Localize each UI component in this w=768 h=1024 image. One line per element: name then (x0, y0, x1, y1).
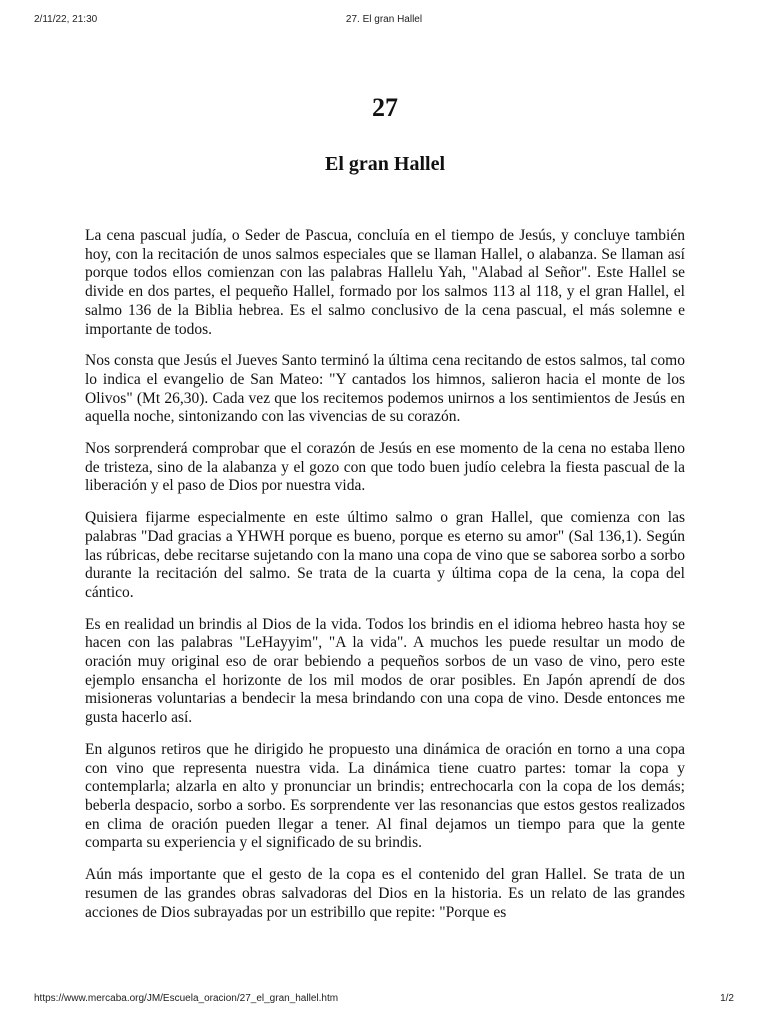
print-footer (34, 993, 734, 1007)
print-page-indicator: 1/2 (720, 993, 734, 1004)
document-content (85, 88, 685, 988)
paragraph-3: Nos sorprenderá comprobar que el corazón de Jesús en ese momento de la cena no estaba lleno de tristeza, sino de la alabanza y el gozo con que todo buen judío celebra la fiesta pascual de la liberación y el paso de Dios por nuestra vida. (85, 440, 685, 495)
print-url: https://www.mercaba.org/JM/Escuela_oracion/27_el_gran_hallel.htm (34, 993, 339, 1004)
print-page-title: 27. El gran Hallel (345, 14, 423, 25)
print-header (34, 14, 734, 28)
paragraph-2: Nos consta que Jesús el Jueves Santo terminó la última cena recitando de estos salmos, tal como lo indica el evangelio de San Mateo: "Y cantados los himnos, salieron hacia el monte de los Olivos" (Mt 26,30). Cada vez que los recitemos podemos unirnos a los sentimientos de Jesús en aquella noche, sintonizando con las vivencias de su corazón. (85, 352, 685, 426)
paragraph-1: La cena pascual judía, o Seder de Pascua, concluía en el tiempo de Jesús, y concluye también hoy, con la recitación de unos salmos especiales que se llaman Hallel, o alabanza. Se llaman así porque todos ellos comienzan con las palabras Hallelu Yah, "Alabad al Señor". Este Hallel se divide en dos partes, el pequeño Hallel, formado por los salmos 113 al 118, y el gran Hallel, el salmo 136 de la Biblia hebrea. Es el salmo conclusivo de la cena pascual, el más solemne e importante de todos. (85, 227, 685, 338)
paragraph-7: Aún más importante que el gesto de la copa es el contenido del gran Hallel. Se trata de un resumen de las grandes obras salvadoras del Dios en la historia. Es un relato de las grandes acciones de Dios subrayadas por un estribillo que repite: "Porque es (85, 866, 685, 921)
print-datetime: 2/11/22, 21:30 (34, 14, 98, 25)
paragraph-4: Quisiera fijarme especialmente en este último salmo o gran Hallel, que comienza con las palabras "Dad gracias a YHWH porque es bueno, porque es eterno su amor" (Sal 136,1). Según las rúbricas, debe recitarse sujetando con la mano una copa de vino que se saborea sorbo a sorbo durante la recitación del salmo. Se trata de la cuarta y última copa de la cena, la copa del cántico. (85, 509, 685, 601)
paragraph-6: En algunos retiros que he dirigido he propuesto una dinámica de oración en torno a una copa con vino que representa nuestra vida. La dinámica tiene cuatro partes: tomar la copa y contemplarla; alzarla en alto y pronunciar un brindis; entrechocarla con la copa de los demás; beberla despacio, sorbo a sorbo. Es sorprendente ver las resonancias que estos gestos realizados en clima de oración pueden llegar a tener. Al final dejamos un tiempo para que la gente comparta su experiencia y el significado de su brindis. (85, 740, 685, 852)
paragraph-5: Es en realidad un brindis al Dios de la vida. Todos los brindis en el idioma hebreo hasta hoy se hacen con las palabras "LeHayyim", "A la vida". A muchos les puede resultar un modo de oración muy original eso de orar bebiendo a pequeños sorbos de un vaso de vino, pero este ejemplo ensancha el horizonte de los mil modos de orar posibles. En Japón aprendí de dos misioneras voluntarias a bendecir la mesa brindando con una copa de vino. Desde entonces me gusta hacerlo así. (85, 615, 685, 727)
chapter-number: 27 (372, 93, 398, 122)
chapter-title: El gran Hallel (325, 153, 445, 175)
body-text (85, 227, 685, 922)
